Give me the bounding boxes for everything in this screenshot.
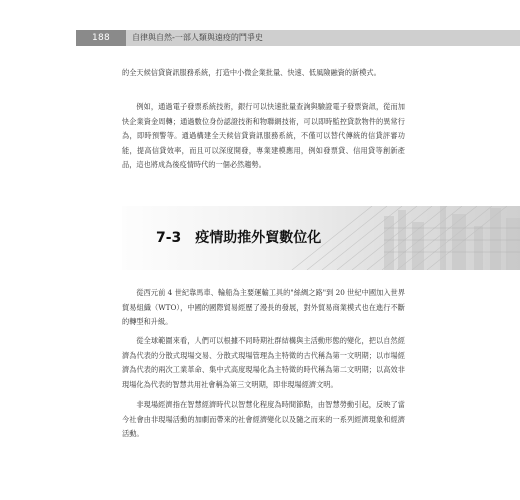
paragraph-civilization-periods: 從全球範圍來看，人們可以根據不同時期社群結構與主活動形態的變化，把以自然經濟為代表的分散式現場交易、分散式現場管理為主特徵的古代稱為第一文明期；以市場經濟為代表的兩次工業革命、集中式高度現場化為主特徵的時代稱為第二文明期；以高效非現場化為代表的智慧共用社會稱為第三文明期，即非現場經濟文明。	[122, 336, 405, 389]
paragraph-example: 例如，通過電子發票系統技術，銀行可以快速批量查詢與驗證電子發票資訊，從而加快企業資金周轉；通過數位身份認證技術和物聯網技術，可以即時監控貸款物件的異常行為，即時預警等。通過構建全天候信貸資訊服務系統，不僅可以替代傳統的信貸評審功能，提高信貸效率，而且可以深度開發，專業建模應用，例如發票貸、信用貸等創新產品，這也將成為後疫情時代的一個必然趨勢。	[122, 102, 405, 169]
page-number: 188	[91, 33, 111, 43]
paragraph-continuation: 的全天候信貸資訊服務系統，打造中小微企業批量、快速、低風險融資的新模式。	[122, 68, 381, 77]
paragraph-non-onsite-economy: 非現場經濟指在智慧經濟時代以智慧化程度為時間節點，由智慧勞動引起，反映了當今社會由非現場活動的加劇而帶來的社會經濟變化以及隨之而來的一系列經濟現象和經濟活動。	[122, 400, 405, 438]
section-title: 7-3 疫情助推外貿數位化	[156, 230, 322, 246]
running-header-title: 自律與自然-一部人類與遠疫的鬥爭史	[132, 33, 263, 42]
paragraph-silk-road: 從西元前 4 世紀靠馬車、輪船為主要運輸工具的"絲綢之路"到 20 世紀中國加入世界貿易組織（WTO），中國的國際貿易經歷了漫長的發展，對外貿易商業模式也在進行不斷的轉型和升級。	[122, 288, 405, 326]
